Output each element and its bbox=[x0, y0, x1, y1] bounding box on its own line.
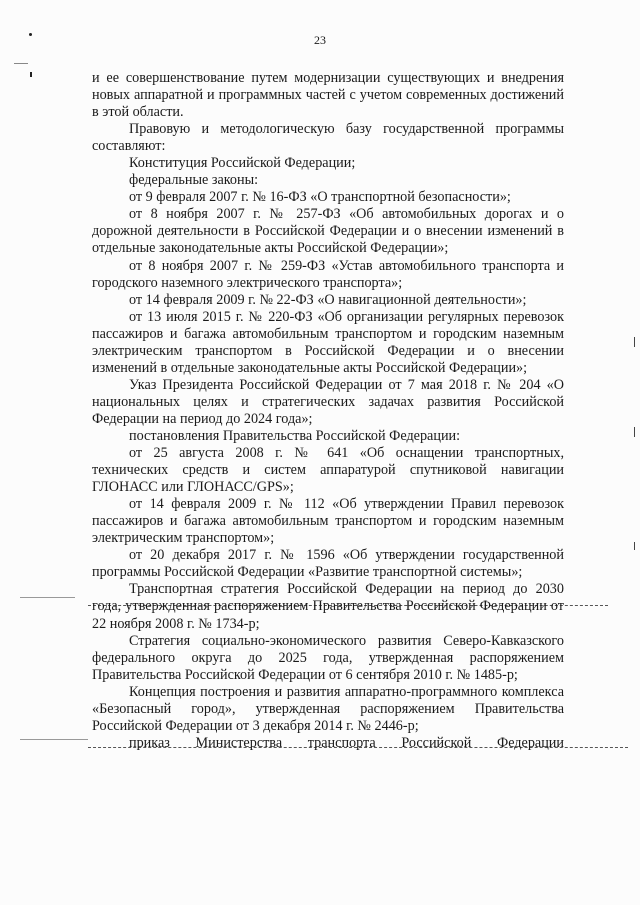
scan-edge-mark bbox=[634, 337, 635, 347]
paragraph: от 8 ноября 2007 г. № 259-ФЗ «Устав автомобильного транспорта и городского наземного электрического транспорта»; bbox=[92, 257, 564, 291]
scan-edge-mark bbox=[634, 427, 635, 437]
page-number: 23 bbox=[314, 33, 326, 47]
scan-speck bbox=[30, 72, 32, 77]
paragraph: от 8 ноября 2007 г. № 257-ФЗ «Об автомобильных дорогах и о дорожной деятельности в Российской Федерации и о внесении изменений в отдельные законодательные акты Российской Федерации»; bbox=[92, 206, 564, 257]
paragraph: от 14 февраля 2009 г. № 112 «Об утверждении Правил перевозок пассажиров и багажа автомобильным транспортом и городским наземным электрическим транспортом»; bbox=[92, 496, 564, 547]
paragraph: Конституция Российской Федерации; bbox=[129, 155, 356, 172]
paragraph: от 14 февраля 2009 г. № 22-ФЗ «О навигационной деятельности»; bbox=[129, 291, 527, 308]
scan-mark bbox=[14, 63, 28, 64]
paragraph: постановления Правительства Российской Федерации: bbox=[129, 427, 461, 444]
paragraph: Указ Президента Российской Федерации от 7 мая 2018 г. № 204 «О национальных целях и стратегических задачах развития Российской Федерации на период до 2024 года»; bbox=[92, 376, 564, 427]
document-body bbox=[92, 70, 564, 752]
paragraph: Концепция построения и развития аппаратно-программного комплекса «Безопасный город», утвержденная распоряжением Правительства Российской Федерации от 3 декабря 2014 г. № 2446-р; bbox=[92, 683, 564, 734]
paragraph: Стратегия социально-экономического развития Северо-Кавказского федерального округа до 2025 года, утвержденная распоряжением Правительства Российской Федерации от 6 сентября 2010 г. № 1485-р; bbox=[92, 632, 564, 683]
paragraph: приказ Министерства транспорта Российской Федерации bbox=[129, 734, 564, 751]
paragraph: от 25 августа 2008 г. № 641 «Об оснащении транспортных, технических средств и систем аппаратурой спутниковой навигации ГЛОНАСС или ГЛОНАСС/GPS»; bbox=[92, 445, 564, 496]
scan-artifact-line bbox=[20, 739, 88, 740]
scan-speck bbox=[29, 33, 32, 36]
paragraph: от 13 июля 2015 г. № 220-ФЗ «Об организации регулярных перевозок пассажиров и багажа автомобильным транспортом и городским наземным электрическим транспортом в Российской Федерации и о внесении изменений в отдельные законодательные акты Российской Федерации»; bbox=[92, 308, 564, 376]
paragraph: федеральные законы: bbox=[129, 172, 259, 189]
scan-edge-mark bbox=[634, 542, 635, 550]
paragraph: и ее совершенствование путем модернизации существующих и внедрения новых аппаратной и программных частей с учетом современных достижений в этой области. bbox=[92, 70, 564, 121]
paragraph: Транспортная стратегия Российской Федерации на период до 2030 года, утвержденная распоряжением Правительства Российской Федерации от 22 ноября 2008 г. № 1734-р; bbox=[92, 581, 564, 632]
paragraph: от 9 февраля 2007 г. № 16-ФЗ «О транспортной безопасности»; bbox=[129, 189, 511, 206]
paragraph: от 20 декабря 2017 г. № 1596 «Об утверждении государственной программы Российской Федерации «Развитие транспортной системы»; bbox=[92, 547, 564, 581]
scan-artifact-line bbox=[20, 597, 75, 598]
paragraph: Правовую и методологическую базу государственной программы составляют: bbox=[92, 121, 564, 155]
